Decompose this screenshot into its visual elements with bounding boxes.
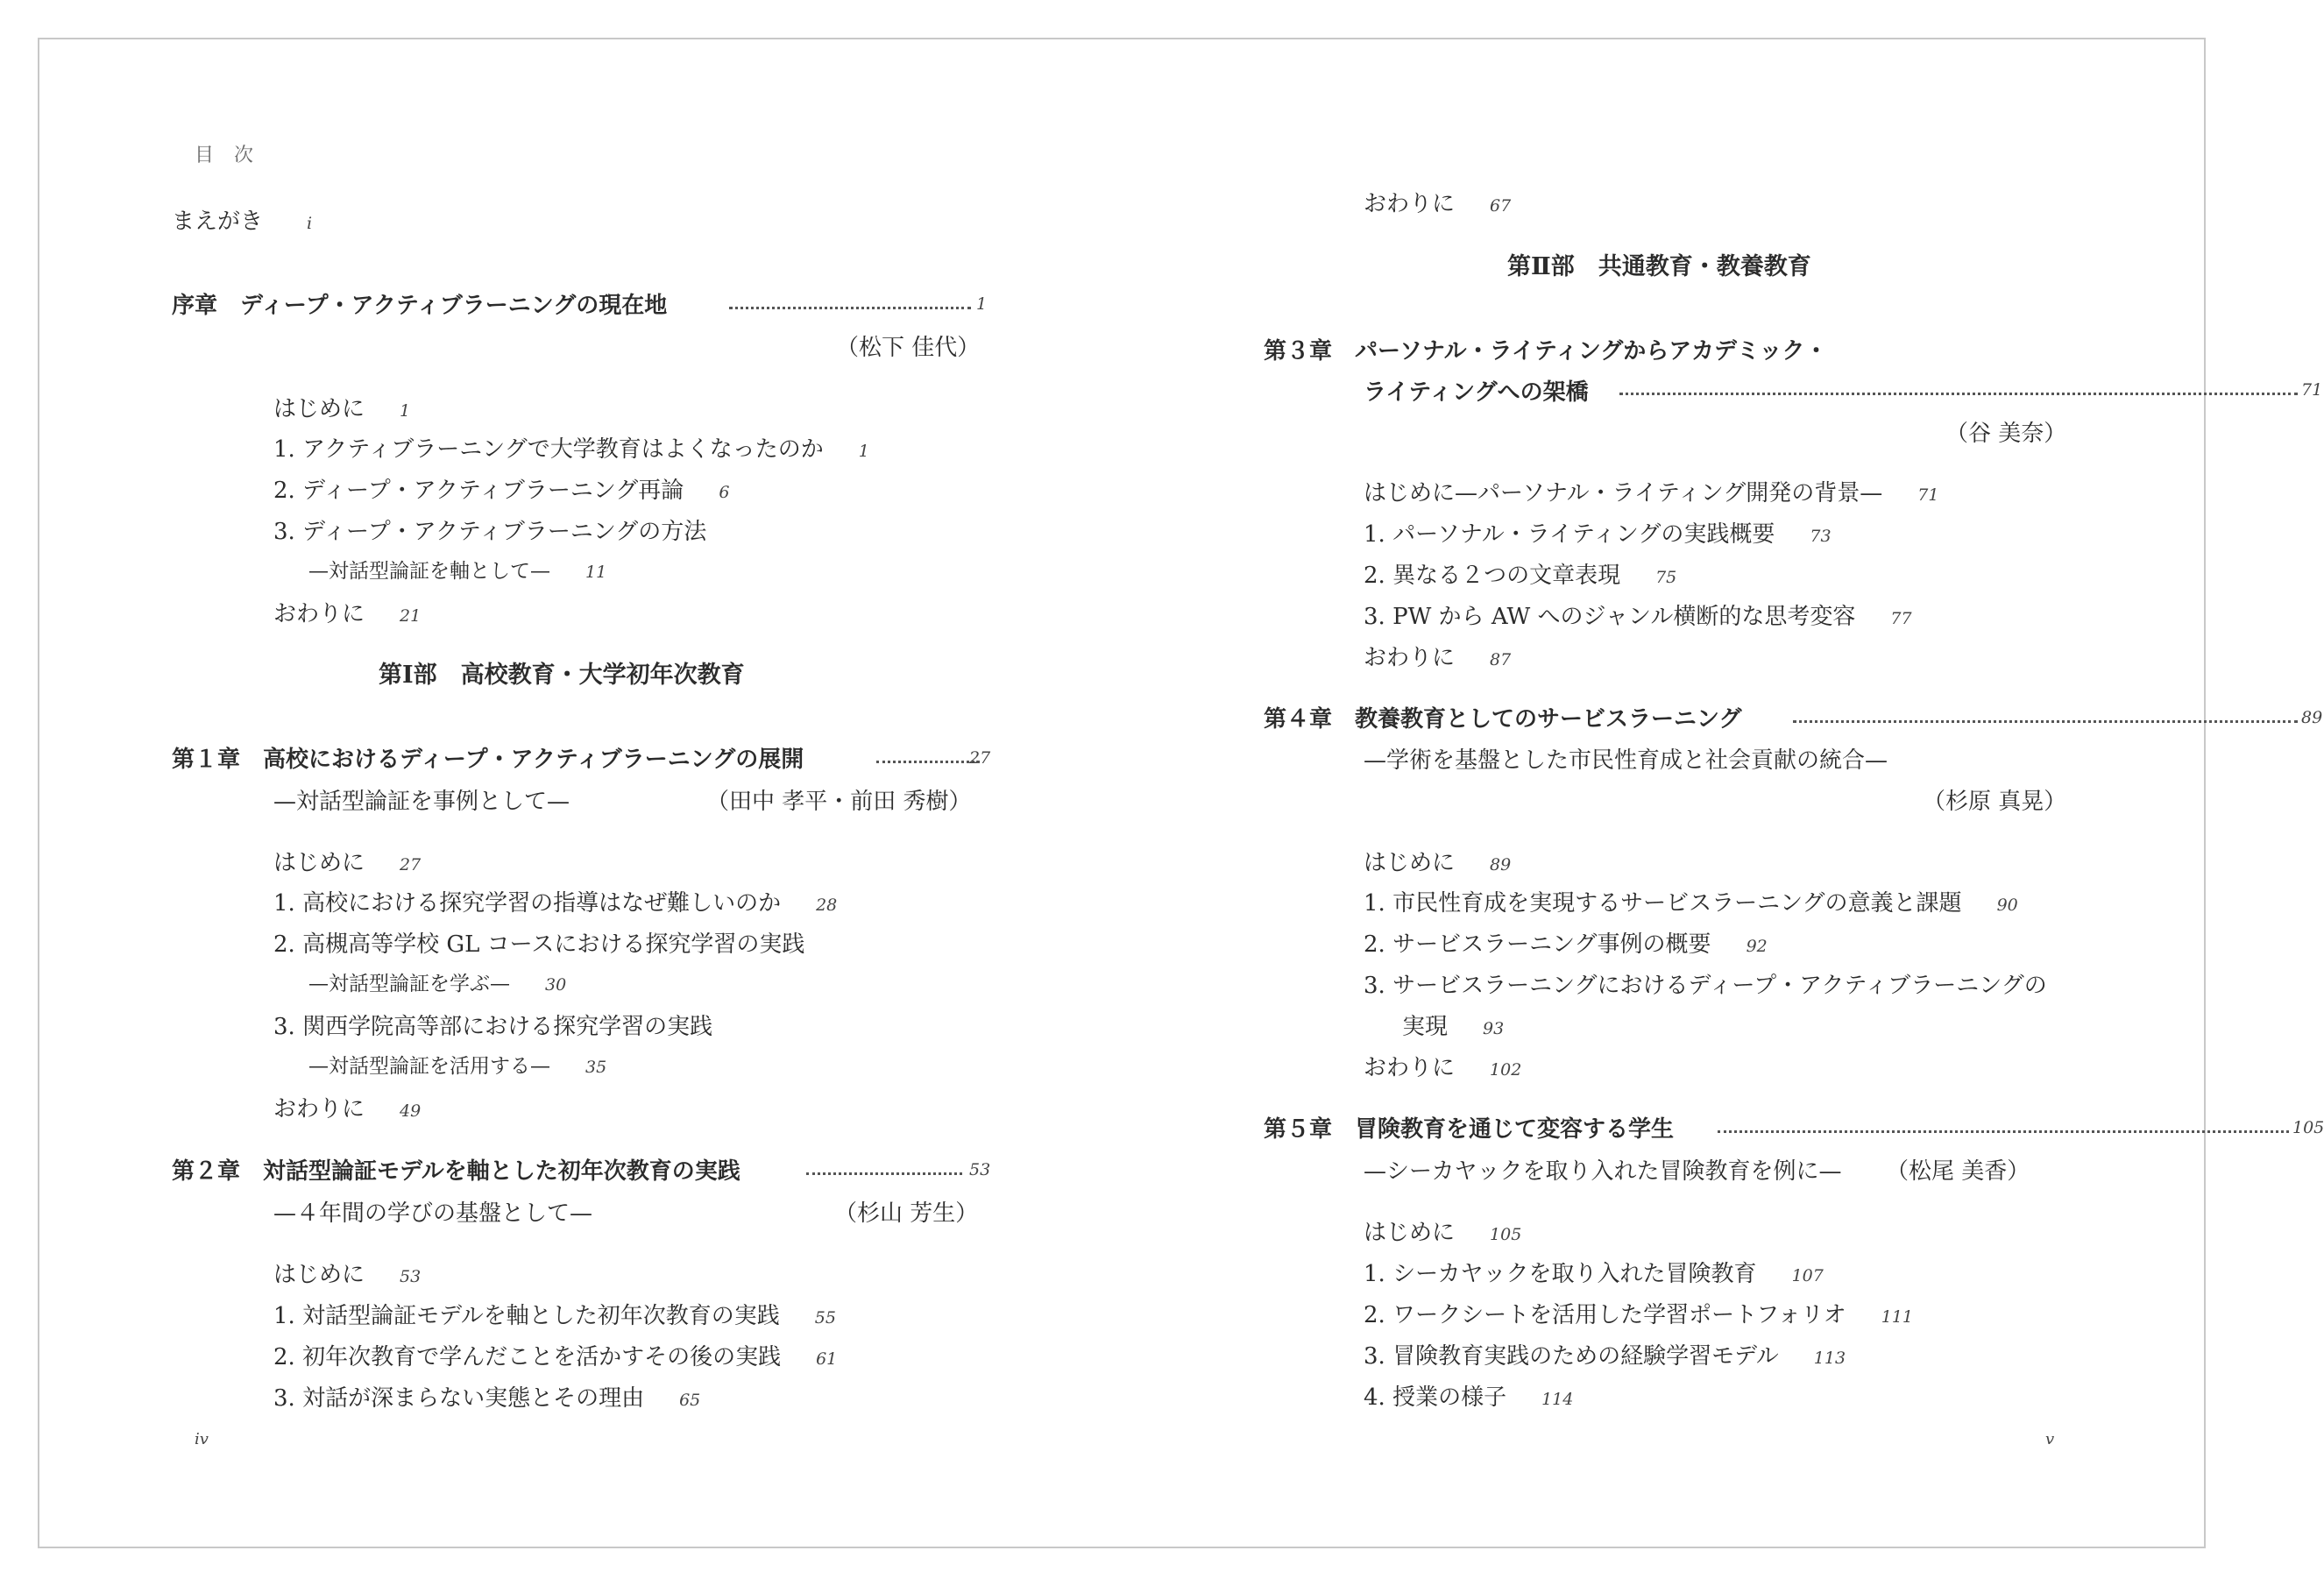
page-number: 1 bbox=[976, 294, 988, 314]
leader-dots bbox=[1718, 1130, 2289, 1133]
toc-entry: 4. 授業の様子 114 bbox=[1364, 1384, 1574, 1411]
toc-entry: はじめに 89 bbox=[1364, 850, 1512, 876]
toc-entry: 1. アクティブラーニングで大学教育はよくなったのか 1 bbox=[273, 436, 869, 463]
leader-dots bbox=[1793, 720, 2298, 723]
leader-dots bbox=[876, 761, 980, 763]
toc-entry: 3. 対話が深まらない実態とその理由 65 bbox=[273, 1385, 701, 1412]
toc-entry: おわりに 67 bbox=[1364, 191, 1512, 217]
toc-entry: 3. 冒険教育実践のための経験学習モデル 113 bbox=[1364, 1343, 1846, 1370]
folio: v bbox=[2045, 1430, 2055, 1448]
toc-entry: 1. 高校における探究学習の指導はなぜ難しいのか 28 bbox=[273, 890, 838, 917]
toc-entry-cont: 実現 93 bbox=[1402, 1014, 1505, 1040]
toc-entry: 2. 異なる２つの文章表現 75 bbox=[1364, 563, 1677, 589]
toc-entry: おわりに 21 bbox=[273, 601, 422, 627]
chapter-2-title: 第２章 対話型論証モデルを軸とした初年次教育の実践 bbox=[172, 1158, 740, 1185]
page-number: 53 bbox=[969, 1160, 991, 1179]
chapter-5-title: 第５章 冒険教育を通じて変容する学生 bbox=[1264, 1116, 1675, 1143]
leader-dots bbox=[729, 307, 971, 309]
page-number: 27 bbox=[969, 748, 991, 768]
intro-chapter-title: 序章 ディープ・アクティブラーニングの現在地 bbox=[172, 293, 668, 319]
part-heading: 第Ⅰ部 高校教育・大学初年次教育 bbox=[379, 662, 745, 689]
toc-entry: はじめに 1 bbox=[273, 396, 411, 422]
page-number: 105 bbox=[2292, 1118, 2324, 1137]
toc-entry: はじめに—パーソナル・ライティング開発の背景— 71 bbox=[1364, 480, 1939, 506]
toc-entry: 2. 高槻高等学校 GL コースにおける探究学習の実践 bbox=[273, 931, 805, 958]
toc-entry: 1. 対話型論証モデルを軸とした初年次教育の実践 55 bbox=[273, 1303, 836, 1329]
author: （杉山 芳生） bbox=[834, 1200, 979, 1227]
leader-dots bbox=[1619, 393, 2298, 395]
toc-entry: 1. シーカヤックを取り入れた冒険教育 107 bbox=[1364, 1261, 1824, 1287]
toc-entry: 2. サービスラーニング事例の概要 92 bbox=[1364, 931, 1768, 958]
toc-entry: 1. パーソナル・ライティングの実践概要 73 bbox=[1364, 521, 1832, 548]
chapter-subtitle: —４年間の学びの基盤として— bbox=[273, 1200, 593, 1227]
chapter-3-title: 第３章 パーソナル・ライティングからアカデミック・ bbox=[1264, 338, 1828, 365]
author: （谷 美奈） bbox=[1945, 421, 2067, 447]
toc-entry: おわりに 49 bbox=[273, 1096, 422, 1122]
chapter-4-title: 第４章 教養教育としてのサービスラーニング bbox=[1264, 706, 1742, 733]
toc-entry: 2. ワークシートを活用した学習ポートフォリオ 111 bbox=[1364, 1302, 1913, 1328]
author: （松下 佳代） bbox=[836, 335, 981, 361]
toc-subentry: —対話型論証を軸として— 11 bbox=[308, 560, 607, 583]
chapter-subtitle: —シーカヤックを取り入れた冒険教育を例に— bbox=[1364, 1158, 1842, 1185]
chapter-subtitle: —対話型論証を事例として— bbox=[273, 789, 570, 815]
page-number: 89 bbox=[2301, 708, 2323, 727]
toc-entry: はじめに 105 bbox=[1364, 1220, 1522, 1246]
toc-entry: おわりに 102 bbox=[1364, 1055, 1522, 1081]
toc-entry: 3. ディープ・アクティブラーニングの方法 bbox=[273, 519, 707, 545]
toc-entry: はじめに 27 bbox=[273, 850, 422, 876]
right-page bbox=[1122, 0, 2324, 1586]
toc-entry: 2. ディープ・アクティブラーニング再論 6 bbox=[273, 478, 730, 504]
toc-subentry: —対話型論証を学ぶ— 30 bbox=[308, 973, 567, 995]
chapter-subtitle: —学術を基盤とした市民性育成と社会貢献の統合— bbox=[1364, 747, 1888, 774]
leader-dots bbox=[806, 1172, 962, 1175]
author: （杉原 真晃） bbox=[1923, 789, 2067, 815]
toc-header: 目 次 bbox=[195, 145, 260, 166]
toc-entry: 3. PW から AW へのジャンル横断的な思考変容 77 bbox=[1364, 604, 1912, 630]
part-heading: 第Ⅱ部 共通教育・教養教育 bbox=[1507, 253, 1811, 280]
folio: iv bbox=[195, 1430, 209, 1448]
chapter-3-title-cont: ライティングへの架橋 bbox=[1364, 379, 1589, 406]
toc-entry: はじめに 53 bbox=[273, 1262, 422, 1288]
toc-entry: 1. 市民性育成を実現するサービスラーニングの意義と課題 90 bbox=[1364, 890, 2018, 917]
toc-entry: 3. サービスラーニングにおけるディープ・アクティブラーニングの bbox=[1364, 973, 2047, 999]
chapter-1-title: 第１章 高校におけるディープ・アクティブラーニングの展開 bbox=[172, 747, 804, 773]
toc-entry: 2. 初年次教育で学んだことを活かすその後の実践 61 bbox=[273, 1344, 838, 1370]
preface-entry: まえがき i bbox=[172, 209, 313, 235]
toc-entry: 3. 関西学院高等部における探究学習の実践 bbox=[273, 1014, 713, 1040]
left-page bbox=[0, 0, 1122, 1586]
page-number: 71 bbox=[2301, 380, 2323, 400]
toc-subentry: —対話型論証を活用する— 35 bbox=[308, 1055, 607, 1078]
author: （田中 孝平・前田 秀樹） bbox=[706, 789, 972, 815]
toc-entry: おわりに 87 bbox=[1364, 645, 1512, 671]
author: （松尾 美香） bbox=[1886, 1158, 2030, 1185]
